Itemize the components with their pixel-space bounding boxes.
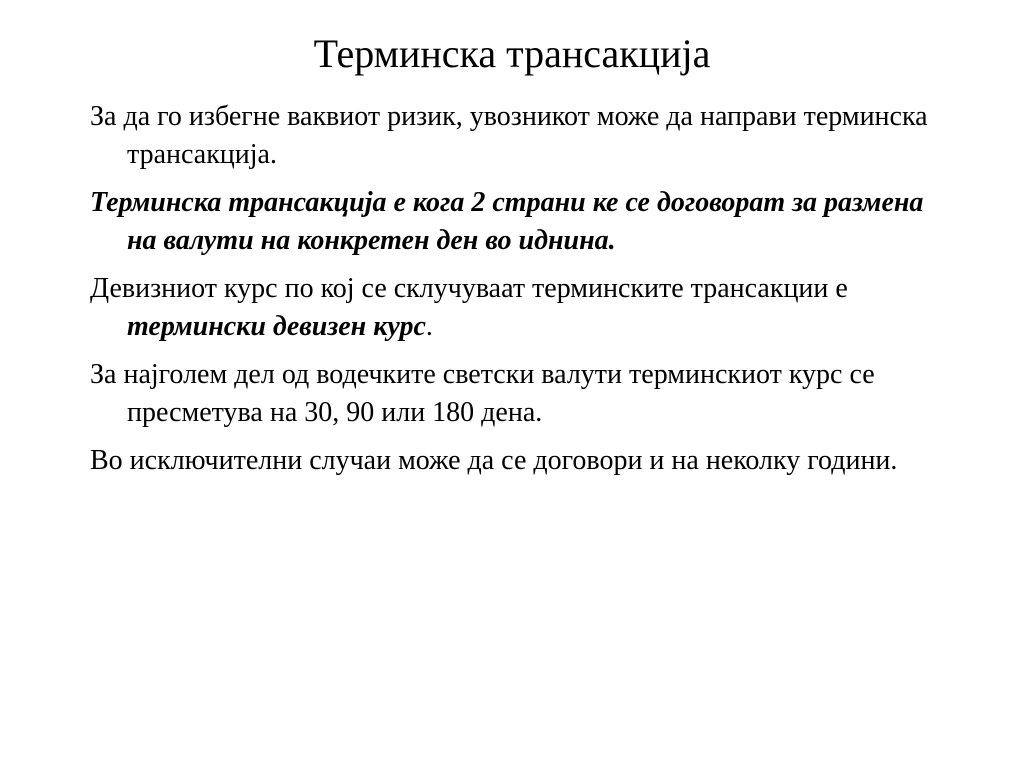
slide-body bbox=[90, 98, 950, 490]
forward-rate-emphasis: термински девизен курс bbox=[127, 311, 426, 342]
paragraph-forward-rate bbox=[90, 270, 950, 346]
paragraph-forward-definition: Терминска трансакција е кога 2 страни ке се договорат за размена на валути на конкретен ден во иднина. bbox=[90, 187, 924, 256]
slide-title: Терминска трансакција bbox=[313, 31, 711, 76]
forward-rate-text: Девизниот курс по кој се склучуваат терминските трансакции е bbox=[90, 273, 848, 304]
forward-rate-period: . bbox=[425, 311, 433, 342]
paragraph-exceptional-cases: Во исключителни случаи може да се договори и на неколку години. bbox=[90, 445, 898, 476]
paragraph-hedging-risk: За да го избегне ваквиот ризик, увозникот може да направи терминска трансакција. bbox=[90, 101, 928, 170]
paragraph-major-currencies: За најголем дел од водечките светски валути терминскиот курс се пресметува на 30, 90 или 180 дена. bbox=[90, 359, 875, 428]
